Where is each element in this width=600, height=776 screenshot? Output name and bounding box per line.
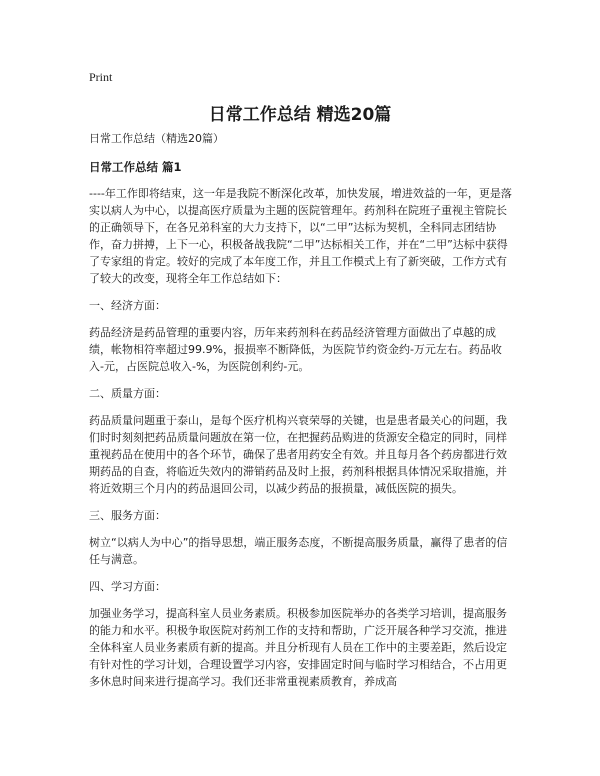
document-subtitle: 日常工作总结（精选20篇） xyxy=(89,132,224,145)
article-heading: 日常工作总结 篇1 xyxy=(89,160,182,174)
paragraph-service: 树立“以病人为中心”的指导思想，端正服务态度，不断提高服务质量，赢得了患者的信任与满意。 xyxy=(89,536,508,566)
paragraph-economy: 药品经济是药品管理的重要内容，历年来药剂科在药品经济管理方面做出了卓越的成绩，帐物相符率超过99.9%，报损率不断降低，为医院节约资金约-万元左右。药品收入-元，占医院总收入-%，为医院创利约-元。 xyxy=(89,326,502,373)
section-heading-quality: 二、质量方面： xyxy=(89,387,166,400)
section-heading-economy: 一、经济方面： xyxy=(89,299,166,312)
paragraph-intro: ----年工作即将结束，这一年是我院不断深化改革，加快发展，增进效益的一年，更是落实以病人为中心，以提高医疗质量为主题的医院管理年。药剂科在院班子重视主管院长的正确领导下，在各兄弟科室的大力支持下，以“二甲”达标为契机，全科同志团结协作，奋力拼搏，上下一心，积极备战我院“二甲”达标相关工作，并在“二甲”达标中获得了专家组的肯定。较好的完成了本年度工作，并且工作模式上有了新突破，工作方式有了较大的改变，现将全年工作总结如下： xyxy=(89,187,512,285)
document-title: 日常工作总结 精选20篇 xyxy=(208,105,392,125)
section-heading-study: 四、学习方面： xyxy=(89,580,166,593)
print-link[interactable]: Print xyxy=(89,70,113,84)
paragraph-study: 加强业务学习，提高科室人员业务素质。积极参加医院举办的各类学习培训，提高服务的能力和水平。积极争取医院对药剂工作的支持和帮助，广泛开展各种学习交流，推进全体科室人员业务素质有新的提高。并且分析现有人员在工作中的主要差距，然后设定有针对性的学习计划，合理设置学习内容，安排固定时间与临时学习相结合，不占用更多休息时间来进行提高学习。我们还非常重视素质教育，养成高 xyxy=(89,607,507,688)
paragraph-quality: 药品质量问题重于泰山，是每个医疗机构兴衰荣辱的关键，也是患者最关心的问题，我们时时刻刻把药品质量问题放在第一位，在把握药品购进的货源安全稳定的同时，同样重视药品在使用中的各个环节，确保了患者用药安全有效。并且每月各个药房都进行效期药品的自查，将临近失效内的滞销药品及时上报，药剂科根据具体情况采取措施，并将近效期三个月内的药品退回公司，以减少药品的报损量，减低医院的损失。 xyxy=(89,414,507,495)
document-body xyxy=(89,130,515,700)
section-heading-service: 三、服务方面： xyxy=(89,509,166,522)
